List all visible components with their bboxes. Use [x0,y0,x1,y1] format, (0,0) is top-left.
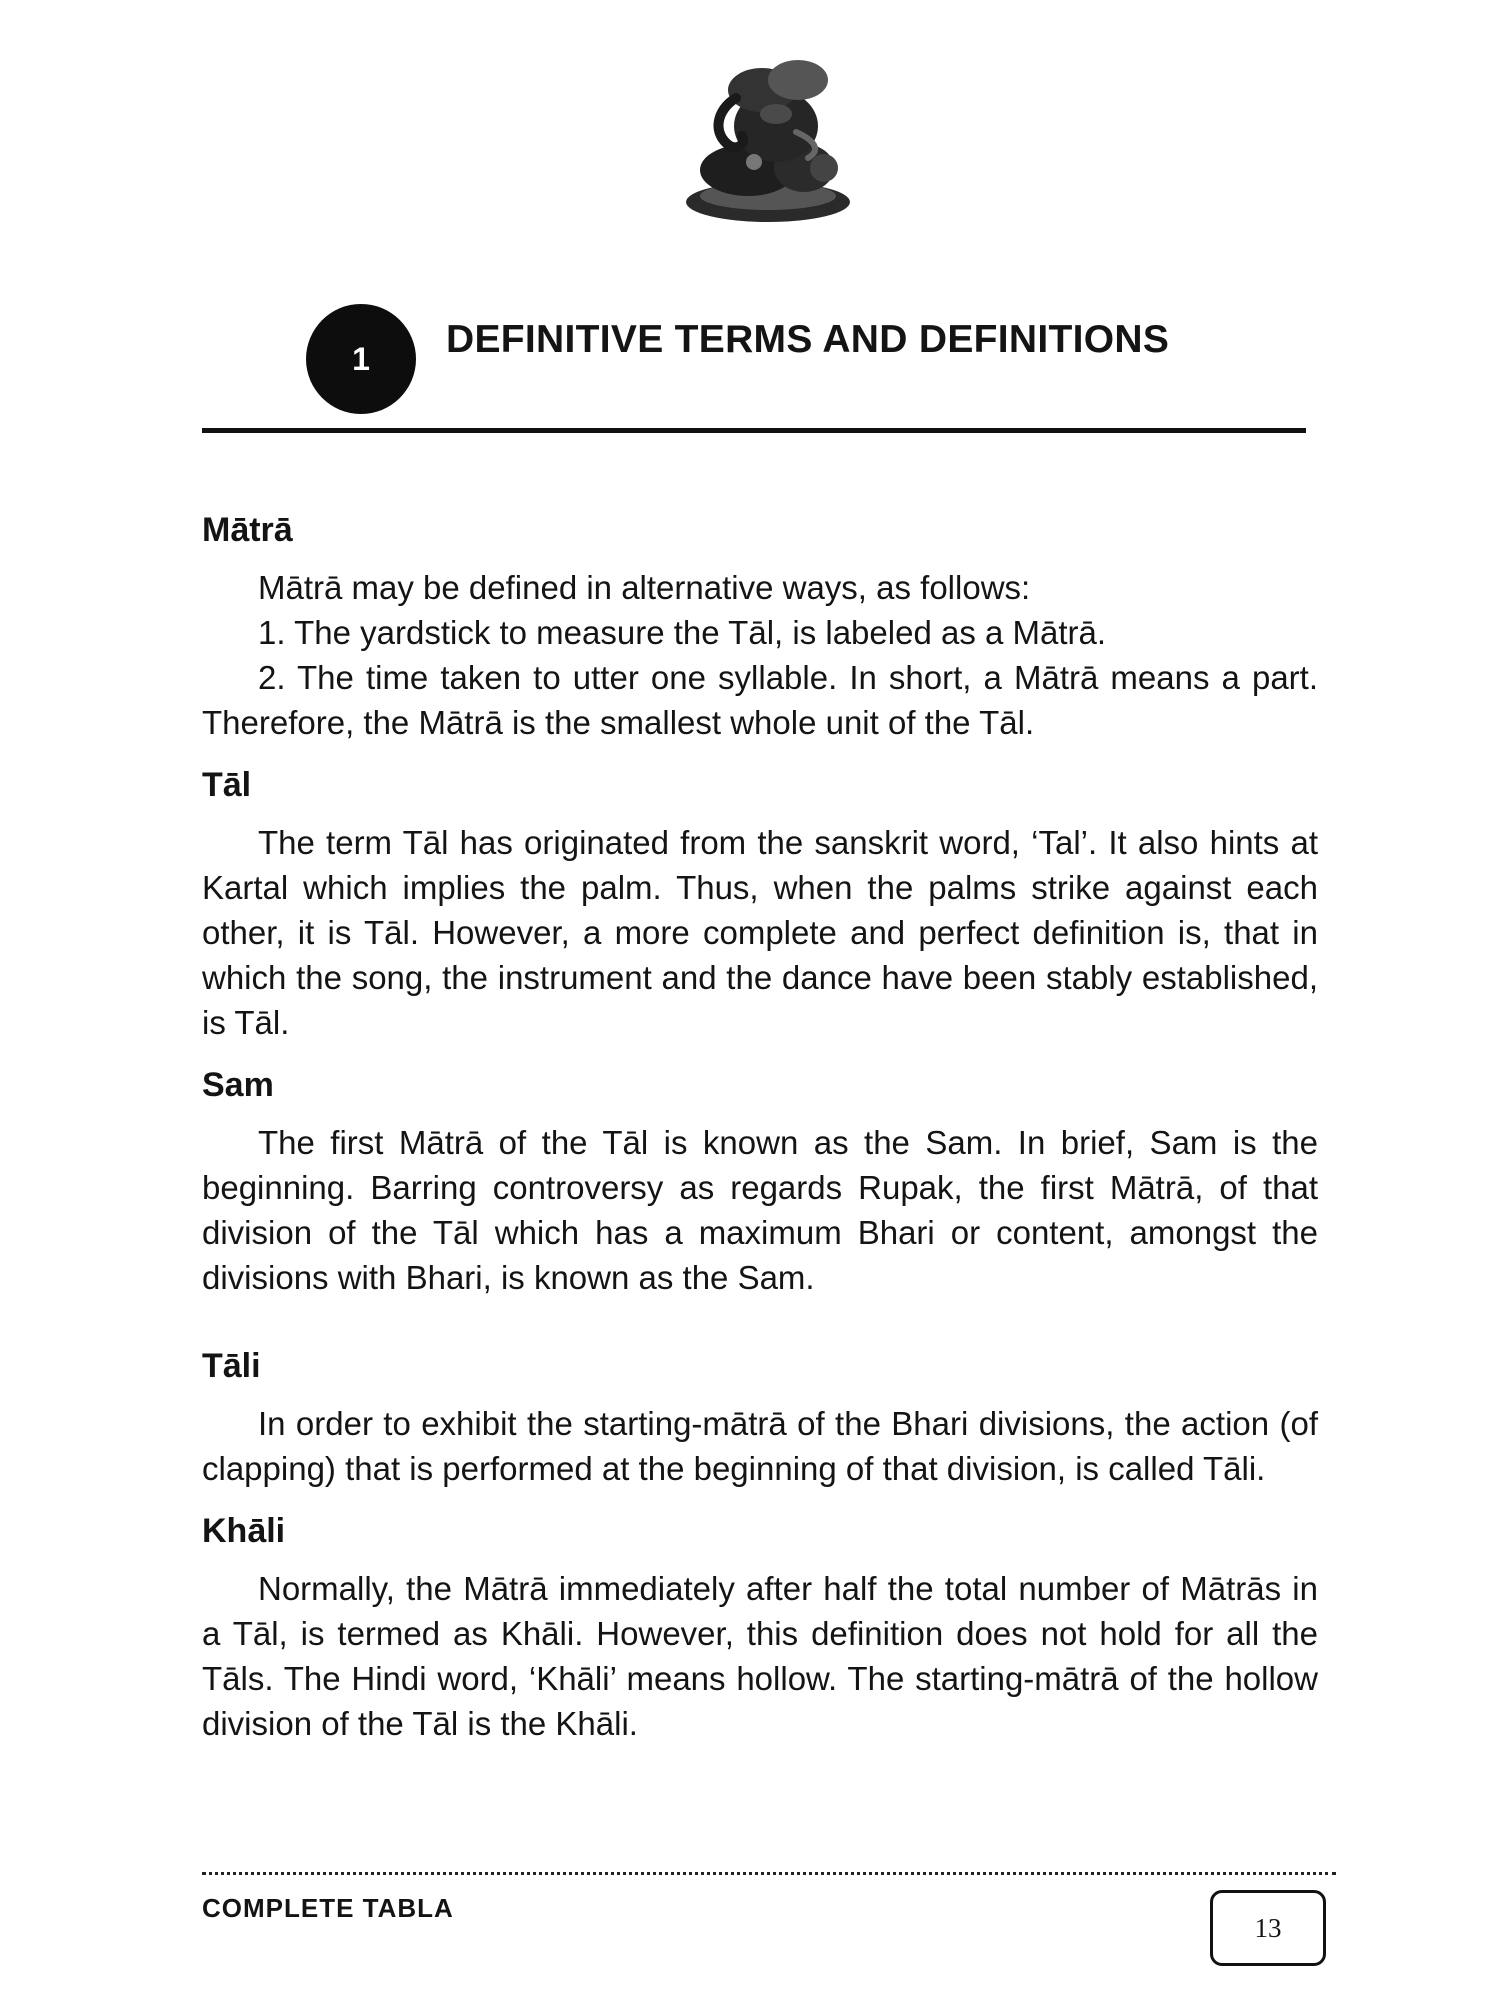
term-heading-tali: Tāli [202,1347,261,1385]
section-sam [202,1063,1318,1300]
page-number: 13 [1254,1912,1282,1943]
ganesha-figurine-icon [676,50,854,228]
matra-intro: Mātrā may be defined in alternative ways, as follows: [258,569,1031,606]
matra-item-1: 1. The yardstick to measure the Tāl, is labeled as a Mātrā. [258,614,1107,651]
khali-definition: Normally, the Mātrā immediately after half the total number of Mātrās in a Tāl, is termed as Khāli. However, this definition does not hold for all the Tāls. The Hindi word, ‘Khāli’ means hollow. The starting-mātrā of the hollow division of the Tāl is the Khāli. [202,1570,1318,1742]
footer-divider [202,1872,1336,1875]
chapter-title: DEFINITIVE TERMS AND DEFINITIONS [446,318,1170,361]
section-matra [202,508,1318,745]
chapter-number-badge [306,304,416,414]
term-heading-matra: Mātrā [202,511,293,549]
term-heading-sam: Sam [202,1066,274,1104]
tal-definition: The term Tāl has originated from the sanskrit word, ‘Tal’. It also hints at Kartal which implies the palm. Thus, when the palms strike against each other, it is Tāl. However, a more complete and perfect definition is, that in which the song, the instrument and the dance have been stably established, is Tāl. [202,824,1318,1041]
matra-item-2: 2. The time taken to utter one syllable. In short, a Mātrā means a part. Therefore, the Mātrā is the smallest whole unit of the Tāl. [202,659,1318,741]
section-khali [202,1509,1318,1746]
page-number-box [1210,1890,1326,1966]
chapter-number: 1 [352,340,370,377]
title-divider [202,428,1306,433]
tali-definition: In order to exhibit the starting-mātrā of the Bhari divisions, the action (of clapping) that is performed at the beginning of that division, is called Tāli. [202,1405,1318,1487]
sam-definition: The first Mātrā of the Tāl is known as the Sam. In brief, Sam is the beginning. Barring controversy as regards Rupak, the first Mātrā, of that division of the Tāl which has a maximum Bhari or content, amongst the divisions with Bhari, is known as the Sam. [202,1124,1318,1296]
section-tali [202,1344,1318,1491]
page-body [202,508,1318,1764]
section-tal [202,763,1318,1045]
term-heading-khali: Khāli [202,1512,286,1550]
term-heading-tal: Tāl [202,766,252,804]
footer-book-title: COMPLETE TABLA [202,1893,454,1923]
